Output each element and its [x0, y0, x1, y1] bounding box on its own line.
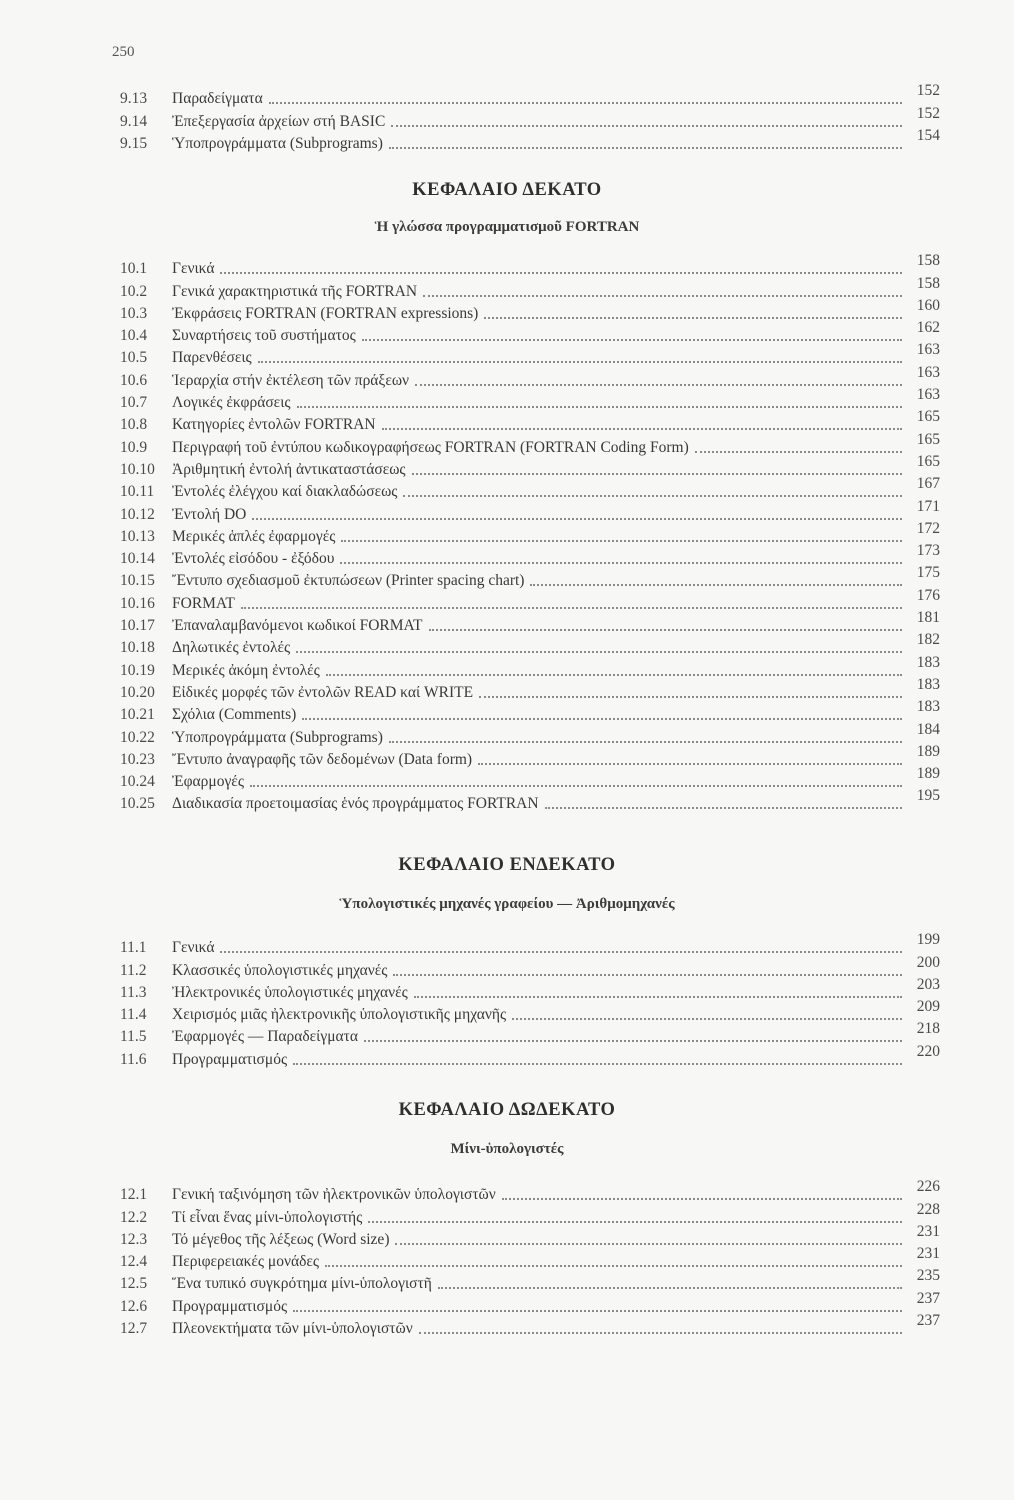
toc-section-chapter-11 — [120, 931, 940, 1069]
toc-entry-title: Σχόλια (Comments) — [172, 706, 297, 724]
dot-leader — [220, 951, 902, 953]
toc-entry-title: Ἕνα τυπικό συγκρότημα μίνι-ὑπολογιστῆ — [172, 1275, 432, 1293]
toc-entry-page: 152 — [916, 82, 940, 100]
toc-entry-page: 162 — [916, 319, 940, 337]
toc-entry-page: 183 — [916, 675, 940, 693]
dot-leader — [695, 451, 902, 453]
toc-entry-page: 199 — [916, 931, 940, 949]
toc-entry — [120, 953, 940, 979]
toc-section-chapter-10 — [120, 252, 940, 813]
toc-entry-title: Ὑποπρογράμματα (Subprograms) — [172, 134, 383, 152]
toc-entry-title: Ἐντολή DO — [172, 505, 247, 523]
toc-entry-number: 10.10 — [120, 460, 155, 478]
dot-leader — [269, 102, 902, 104]
toc-entry-number: 10.19 — [120, 661, 155, 679]
dot-leader — [419, 1332, 902, 1334]
toc-entry-number: 10.7 — [120, 394, 148, 412]
dot-leader — [530, 584, 902, 586]
toc-entry-page: 175 — [916, 564, 940, 582]
dot-leader — [423, 295, 902, 297]
dot-leader — [368, 1221, 902, 1223]
toc-entry-title: Παρενθέσεις — [172, 349, 252, 367]
toc-entry-number: 9.13 — [120, 90, 148, 108]
toc-entry-page: 171 — [916, 497, 940, 515]
toc-entry-number: 12.2 — [120, 1208, 148, 1226]
toc-entry-title: Διαδικασία προετοιμασίας ἑνός προγράμματος FORTRAN — [172, 795, 539, 813]
toc-entry-title: Τό μέγεθος τῆς λέξεως (Word size) — [172, 1230, 390, 1248]
toc-entry-title: Εἰδικές μορφές τῶν ἐντολῶν READ καί WRITE — [172, 683, 474, 701]
dot-leader — [389, 741, 902, 743]
toc-entry-page: 176 — [916, 586, 940, 604]
toc-entry-title: Πλεονεκτήματα τῶν μίνι-ὑπολογιστῶν — [172, 1320, 413, 1338]
toc-entry-number: 10.1 — [120, 260, 148, 278]
toc-entry-page: 173 — [916, 542, 940, 560]
toc-entry-number: 9.14 — [120, 112, 148, 130]
toc-entry-page: 158 — [916, 274, 940, 292]
toc-entry-page: 172 — [916, 519, 940, 537]
dot-leader — [502, 1198, 902, 1200]
toc-entry-number: 10.6 — [120, 371, 148, 389]
dot-leader — [438, 1287, 902, 1289]
toc-entry-number: 11.5 — [120, 1028, 147, 1046]
dot-leader — [326, 674, 902, 676]
dot-leader — [479, 696, 902, 698]
dot-leader — [250, 785, 902, 787]
toc-entry-title: Ἔντυπο ἀναγραφῆς τῶν δεδομένων (Data form) — [172, 750, 473, 768]
toc-entry — [120, 386, 940, 412]
toc-entry-page: 195 — [916, 787, 940, 805]
toc-entry-title: Ἀριθμητική ἐντολή ἀντικαταστάσεως — [172, 460, 406, 478]
toc-entry — [120, 542, 940, 568]
toc-entry-number: 11.6 — [120, 1050, 147, 1068]
dot-leader — [391, 125, 902, 127]
dot-leader — [297, 406, 903, 408]
toc-entry-number: 10.16 — [120, 594, 155, 612]
toc-entry — [120, 742, 940, 769]
toc-entry-title: Συναρτήσεις τοῦ συστήματος — [172, 327, 356, 345]
page-number: 250 — [112, 44, 135, 60]
toc-entry — [120, 363, 940, 389]
dot-leader — [362, 339, 902, 341]
chapter-12-subtitle: Μίνι-ὑπολογιστές — [450, 1141, 564, 1157]
toc-entry-page: 184 — [916, 720, 940, 738]
toc-entry — [120, 252, 940, 278]
toc-entry-number: 12.5 — [120, 1275, 148, 1293]
toc-entry-page: 200 — [916, 953, 940, 971]
toc-entry-page: 154 — [916, 126, 940, 144]
toc-entry-page: 218 — [916, 1020, 940, 1038]
toc-entry-number: 10.15 — [120, 572, 155, 590]
toc-entry — [120, 82, 940, 108]
toc-entry-number: 10.17 — [120, 617, 155, 635]
toc-entry-page: 181 — [916, 609, 940, 627]
toc-entry-page: 165 — [916, 430, 940, 448]
toc-entry — [120, 408, 940, 434]
toc-entry-page: 203 — [916, 975, 940, 993]
toc-entry-number: 11.2 — [120, 961, 147, 979]
toc-entry-title: Παραδείγματα — [172, 90, 263, 108]
toc-entry — [120, 975, 940, 1002]
dot-leader — [395, 1243, 902, 1245]
toc-entry — [120, 296, 940, 323]
toc-entry-title: Γενικά — [172, 939, 215, 957]
toc-entry-page: 158 — [916, 252, 940, 270]
toc-entry — [120, 1222, 940, 1249]
toc-entry-page: 165 — [916, 452, 940, 470]
toc-entry-page: 160 — [916, 296, 940, 314]
toc-entry-title: Ἔντυπο σχεδιασμοῦ ἐκτυπώσεων (Printer spacing chart) — [172, 572, 525, 590]
toc-entry-number: 10.23 — [120, 750, 155, 768]
dot-leader — [241, 607, 902, 609]
toc-entry-title: Μερικές ἁπλές ἐφαρμογές — [172, 527, 336, 545]
toc-entry-title: Χειρισμός μιᾶς ἠλεκτρονικῆς ὑπολογιστικῆς μηχανῆς — [172, 1006, 507, 1024]
toc-entry-title: Κλασσικές ὑπολογιστικές μηχανές — [172, 961, 388, 979]
dot-leader — [545, 807, 902, 809]
toc-section-chapter-12 — [120, 1178, 940, 1338]
toc-entry-page: 183 — [916, 653, 940, 671]
toc-entry-title: Προγραμματισμός — [172, 1050, 288, 1068]
dot-leader — [220, 272, 902, 274]
toc-entry-title: Ἐπαναλαμβανόμενοι κωδικοί FORMAT — [172, 617, 423, 635]
toc-entry-number: 10.2 — [120, 282, 148, 300]
toc-entry-page: 237 — [916, 1312, 940, 1330]
toc-entry-page: 235 — [916, 1267, 940, 1285]
toc-entry-number: 10.5 — [120, 349, 148, 367]
dot-leader — [478, 763, 902, 765]
toc-entry-title: Ἠλεκτρονικές ὑπολογιστικές μηχανές — [172, 983, 408, 1001]
toc-entry-number: 10.24 — [120, 773, 155, 791]
toc-entry-number: 10.21 — [120, 706, 155, 724]
toc-entry-number: 10.18 — [120, 639, 155, 657]
toc-entry-number: 10.20 — [120, 683, 155, 701]
toc-entry — [120, 519, 940, 546]
toc-entry-page: 189 — [916, 765, 940, 783]
toc-entry — [120, 1042, 940, 1068]
toc-entry-title: Ὑποπρογράμματα (Subprograms) — [172, 728, 383, 746]
toc-entry-page: 189 — [916, 742, 940, 760]
toc-entry — [120, 1267, 940, 1293]
toc-entry — [120, 564, 940, 590]
toc-entry — [120, 319, 940, 345]
dot-leader — [393, 974, 902, 976]
toc-entry-number: 10.11 — [120, 483, 155, 501]
toc-entry — [120, 341, 940, 367]
toc-entry-page: 165 — [916, 408, 940, 426]
toc-entry — [120, 586, 940, 612]
dot-leader — [341, 540, 902, 542]
dot-leader — [429, 629, 903, 631]
chapter-10-subtitle: Ἡ γλώσσα προγραμματισμοῦ FORTRAN — [374, 219, 640, 235]
toc-entry — [120, 1245, 940, 1271]
toc-entry-number: 9.15 — [120, 134, 148, 152]
toc-entry — [120, 765, 940, 791]
toc-entry-page: 163 — [916, 341, 940, 359]
toc-entry-page: 152 — [916, 104, 940, 122]
toc-entry-number: 11.3 — [120, 983, 147, 1001]
dot-leader — [412, 473, 902, 475]
toc-entry-page: 231 — [916, 1245, 940, 1263]
toc-entry-title: Δηλωτικές ἐντολές — [172, 639, 291, 657]
dot-leader — [414, 996, 902, 998]
toc-entry-number: 10.3 — [120, 304, 148, 322]
toc-entry — [120, 452, 940, 479]
toc-entry-number: 10.13 — [120, 527, 155, 545]
toc-entry-page: 220 — [916, 1042, 940, 1060]
toc-entry-number: 12.3 — [120, 1230, 148, 1248]
toc-entry-number: 10.8 — [120, 416, 148, 434]
toc-entry-page: 228 — [916, 1200, 940, 1218]
dot-leader — [340, 562, 902, 564]
dot-leader — [258, 361, 902, 363]
dot-leader — [403, 495, 902, 497]
toc-entry — [120, 1312, 940, 1338]
toc-entry-title: Γενική ταξινόμηση τῶν ἠλεκτρονικῶν ὑπολογιστῶν — [172, 1186, 496, 1204]
toc-entry-number: 10.12 — [120, 505, 155, 523]
toc-entry-page: 163 — [916, 363, 940, 381]
toc-entry-number: 12.7 — [120, 1320, 148, 1338]
chapter-11-subtitle: Ὑπολογιστικές μηχανές γραφείου — Ἀριθμομηχανές — [339, 896, 675, 912]
toc-entry-number: 10.4 — [120, 327, 148, 345]
dot-leader — [484, 317, 902, 319]
dot-leader — [389, 147, 902, 149]
dot-leader — [364, 1040, 902, 1042]
toc-entry-number: 11.4 — [120, 1006, 147, 1024]
chapter-12-heading: ΚΕΦΑΛΑΙΟ ΔΩΔΕΚΑΤΟ — [398, 1100, 616, 1120]
toc-entry-number: 11.1 — [120, 939, 147, 957]
dot-leader — [252, 518, 902, 520]
toc-entry-title: Γενικά χαρακτηριστικά τῆς FORTRAN — [172, 282, 418, 300]
toc-entry — [120, 698, 940, 724]
toc-entry-title: Περιφερειακές μονάδες — [172, 1253, 320, 1271]
toc-entry — [120, 787, 940, 813]
dot-leader — [382, 428, 902, 430]
toc-entry-title: Ἐντολές ἐλέγχου καί διακλαδώσεως — [172, 483, 398, 501]
toc-entry — [120, 1178, 940, 1204]
toc-entry — [120, 609, 940, 635]
toc-entry — [120, 104, 940, 130]
toc-entry-page: 226 — [916, 1178, 940, 1196]
toc-entry-title: Τί εἶναι ἕνας μίνι-ὑπολογιστής — [172, 1208, 363, 1226]
toc-entry — [120, 675, 940, 702]
toc-entry-title: FORMAT — [172, 594, 235, 612]
toc-entry — [120, 1020, 940, 1046]
toc-entry — [120, 998, 940, 1024]
dot-leader — [415, 384, 902, 386]
toc-entry-page: 182 — [916, 631, 940, 649]
toc-entry-title: Γενικά — [172, 260, 215, 278]
toc-entry — [120, 475, 940, 501]
toc-entry-title: Ἐφαρμογές — Παραδείγματα — [172, 1028, 358, 1046]
toc-entry-title: Μερικές ἀκόμη ἐντολές — [172, 661, 320, 679]
dot-leader — [293, 1063, 902, 1065]
toc-entry-title: Ἐπεξεργασία ἀρχείων στή BASIC — [172, 112, 386, 130]
toc-entry-title: Ἱεραρχία στήν ἐκτέλεση τῶν πράξεων — [172, 371, 410, 389]
chapter-11-heading: ΚΕΦΑΛΑΙΟ ΕΝΔΕΚΑΤΟ — [398, 855, 616, 875]
toc-entry-page: 163 — [916, 386, 940, 404]
toc-entry — [120, 1289, 940, 1315]
toc-entry-number: 12.4 — [120, 1253, 148, 1271]
toc-entry-page: 183 — [916, 698, 940, 716]
toc-entry-title: Κατηγορίες ἐντολῶν FORTRAN — [172, 416, 376, 434]
toc-entry-page: 231 — [916, 1222, 940, 1240]
toc-entry — [120, 126, 940, 153]
dot-leader — [302, 718, 902, 720]
toc-entry-title: Προγραμματισμός — [172, 1297, 288, 1315]
toc-entry — [120, 497, 940, 523]
toc-entry-page: 209 — [916, 998, 940, 1016]
toc-entry-page: 167 — [916, 475, 940, 493]
toc-entry-page: 237 — [916, 1289, 940, 1307]
toc-entry — [120, 631, 940, 657]
toc-entry-number: 10.9 — [120, 438, 148, 456]
toc-entry — [120, 430, 940, 456]
toc-entry — [120, 720, 940, 746]
toc-entry — [120, 274, 940, 300]
toc-entry-title: Περιγραφή τοῦ ἐντύπου κωδικογραφήσεως FORTRAN (FORTRAN Coding Form) — [172, 438, 689, 456]
dot-leader — [296, 651, 902, 653]
dot-leader — [512, 1018, 902, 1020]
toc-entry-title: Ἐφαρμογές — [172, 773, 244, 791]
dot-leader — [325, 1265, 902, 1267]
toc-entry-title: Λογικές ἐκφράσεις — [172, 394, 291, 412]
toc-entry-number: 10.25 — [120, 795, 155, 813]
toc-entry-title: Ἐντολές εἰσόδου - ἐξόδου — [172, 550, 335, 568]
toc-entry — [120, 1200, 940, 1226]
toc-entry-number: 12.6 — [120, 1297, 148, 1315]
toc-entry-number: 10.14 — [120, 550, 155, 568]
dot-leader — [293, 1310, 902, 1312]
chapter-10-heading: ΚΕΦΑΛΑΙΟ ΔΕΚΑΤΟ — [412, 180, 602, 200]
toc-entry-title: Ἐκφράσεις FORTRAN (FORTRAN expressions) — [172, 304, 479, 322]
toc-entry-number: 10.22 — [120, 728, 155, 746]
toc-entry — [120, 653, 940, 679]
toc-entry — [120, 931, 940, 957]
toc-section-chapter-9-continued — [120, 82, 940, 153]
toc-entry-number: 12.1 — [120, 1186, 148, 1204]
